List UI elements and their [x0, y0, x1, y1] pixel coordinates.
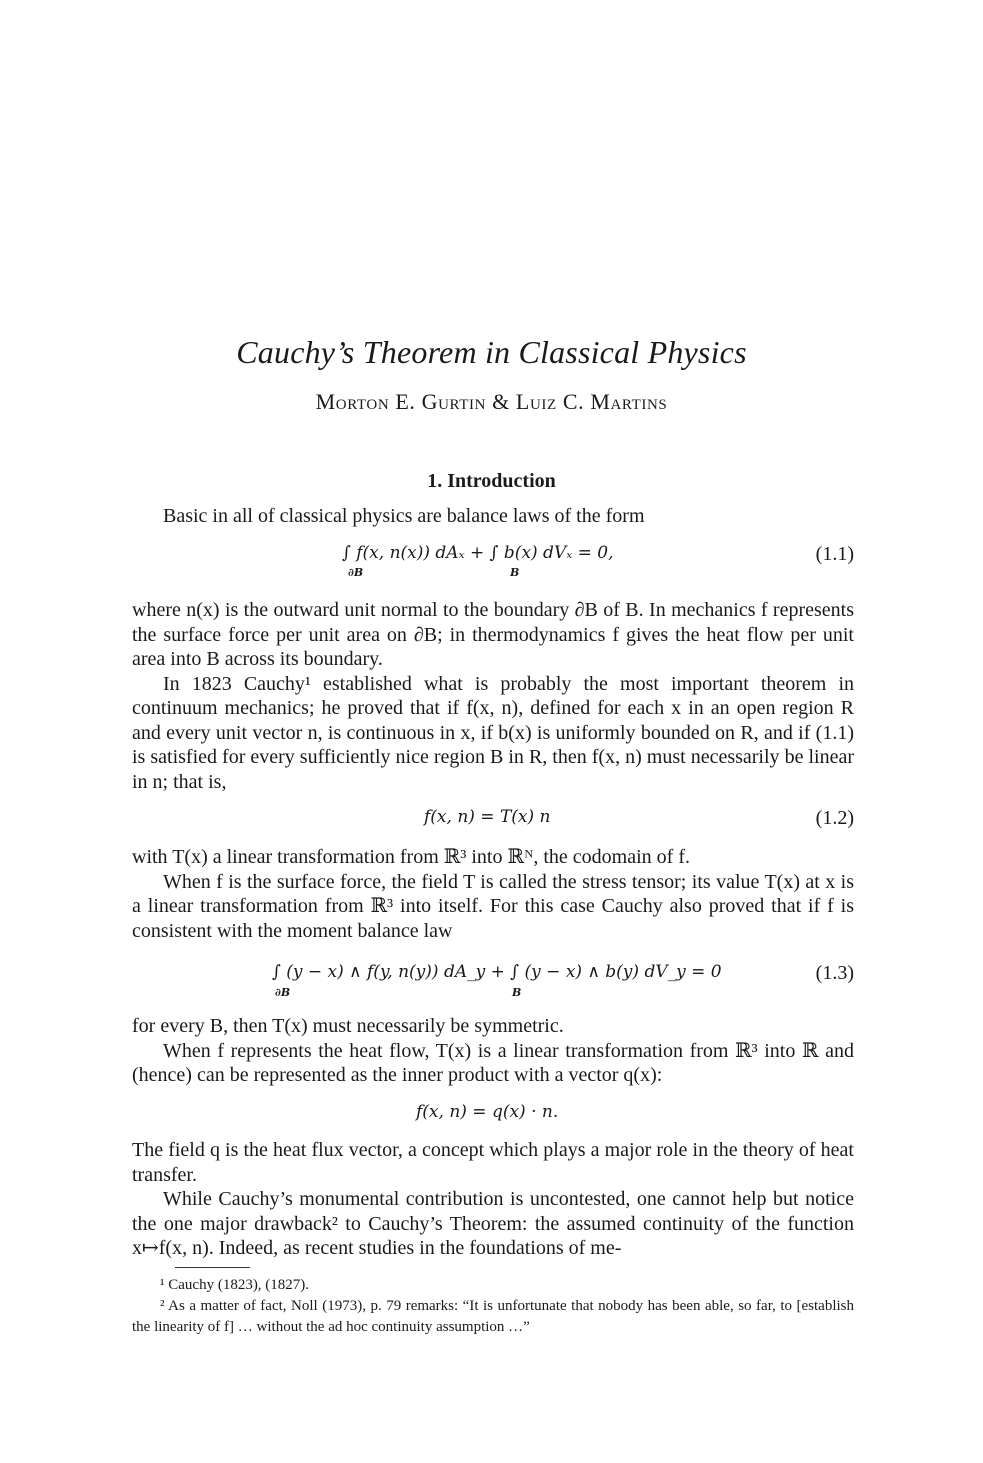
paragraph-normal: where n(x) is the outward unit normal to the boundary ∂B of B. In mechanics f represents the surface force per unit area on ∂B; in thermodynamics f gives the heat flow per unit area into B across its boundary.	[132, 599, 854, 670]
equation-1-2	[132, 807, 854, 847]
body-text-block-4	[132, 1014, 854, 1088]
footnote-separator	[175, 1267, 250, 1268]
body-text-block-1	[132, 504, 854, 529]
equation-1-1-number: (1.1)	[815, 543, 854, 565]
equation-1-3-sub-region: B	[512, 986, 522, 999]
paper-authors: Morton E. Gurtin & Luiz C. Martins	[315, 389, 668, 414]
paragraph-cauchy-theorem: In 1823 Cauchy¹ established what is probably the most important theorem in continuum mechanics; he proved that if f(x, n), defined for each x in an open region R and every unit vector n, is continuous in x, if b(x) is uniformly bounded on R, and if (1.1) is satisfied for every sufficiently nice region B in R, then f(x, n) must necessarily be linear in n; that is,	[132, 672, 854, 793]
equation-1-2-body: f(x, n) = T(x) n	[424, 807, 551, 827]
equation-heat-flux	[132, 1102, 854, 1142]
body-text-block-3	[132, 845, 854, 943]
footnote-1: ¹ Cauchy (1823), (1827).	[160, 1277, 310, 1293]
paragraph-symmetric: for every B, then T(x) must necessarily be symmetric.	[132, 1015, 564, 1037]
paper-title: Cauchy’s Theorem in Classical Physics	[236, 334, 747, 370]
body-text-block-5	[132, 1138, 854, 1261]
footnotes	[132, 1275, 854, 1338]
paragraph-stress-tensor: When f is the surface force, the field T is called the stress tensor; its value T(x) at x is a linear transformation from ℝ³ into itself. For this case Cauchy also proved that if f is consistent with the moment balance law	[132, 870, 854, 942]
equation-1-1-body: ∫ f(x, n(x)) dAₓ + ∫ b(x) dVₓ = 0,	[342, 543, 614, 563]
equation-1-3-sub-boundary: ∂B	[275, 986, 291, 999]
equation-1-2-number: (1.2)	[815, 807, 854, 829]
paragraph-linear-transformation: with T(x) a linear transformation from ℝ³ into ℝᴺ, the codomain of f.	[132, 846, 690, 868]
equation-1-3-number: (1.3)	[815, 962, 854, 984]
paragraph-heat-flux-vector: The field q is the heat flux vector, a concept which plays a major role in the theory of heat transfer.	[132, 1139, 854, 1186]
paragraph-heat-flow: When f represents the heat flow, T(x) is a linear transformation from ℝ³ into ℝ and (hence) can be represented as the inner product with a vector q(x):	[132, 1039, 854, 1086]
paragraph-intro: Basic in all of classical physics are balance laws of the form	[163, 505, 645, 527]
paragraph-drawback: While Cauchy’s monumental contribution is uncontested, one cannot help but notice the one major drawback² to Cauchy’s Theorem: the assumed continuity of the function x↦f(x, n). Indeed, as recent studies in the foundations of me-	[132, 1188, 854, 1259]
equation-1-1-sub-boundary: ∂B	[348, 566, 364, 579]
equation-1-1-sub-region: B	[510, 566, 520, 579]
section-heading: 1. Introduction	[427, 470, 556, 492]
equation-1-3-body: ∫ (y − x) ∧ f(y, n(y)) dA_y + ∫ (y − x) ∧ b(y) dV_y = 0	[272, 962, 722, 982]
equation-heat-flux-body: f(x, n) = q(x) · n.	[416, 1102, 559, 1122]
equation-1-1	[132, 543, 854, 583]
footnote-2: ² As a matter of fact, Noll (1973), p. 79 remarks: “It is unfortunate that nobody has been able, so far, to [establish the linearity of f] … without the ad hoc continuity assumption …”	[132, 1298, 854, 1335]
equation-1-3	[132, 962, 854, 1002]
body-text-block-2	[132, 598, 854, 794]
